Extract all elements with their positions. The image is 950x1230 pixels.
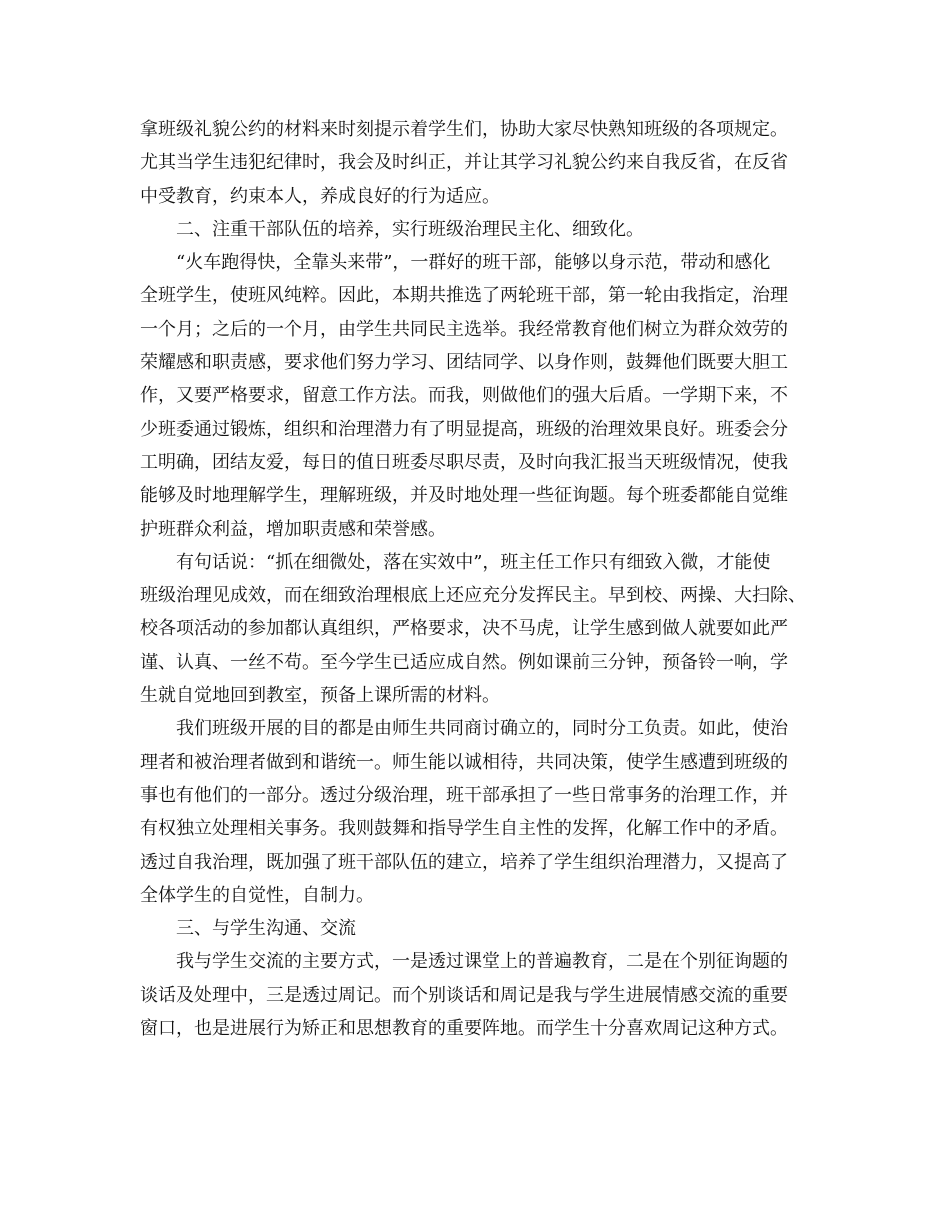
text-line: 谨、认真、一丝不苟。至今学生已适应成自然。例如课前三分钟，预备铃一响，学	[140, 651, 788, 673]
text-line: 二、注重干部队伍的培养，实行班级治理民主化、细致化。	[176, 218, 644, 240]
text-line: 尤其当学生违犯纪律时，我会及时纠正，并让其学习礼貌公约来自我反省，在反省	[140, 152, 788, 174]
text-line: 我与学生交流的主要方式，一是透过课堂上的普遍教育，二是在个别征询题的	[176, 951, 788, 973]
text-line: 三、与学生沟通、交流	[176, 918, 356, 940]
text-line: 谈话及处理中，三是透过周记。而个别谈话和周记是我与学生进展情感交流的重要	[140, 984, 788, 1006]
text-line: 拿班级礼貌公约的材料来时刻提示着学生们，协助大家尽快熟知班级的各项规定。	[140, 119, 788, 140]
text-line: 一个月；之后的一个月，由学生共同民主选举。我经常教育他们树立为群众效劳的	[140, 318, 788, 340]
text-line: 工明确，团结友爱，每日的值日班委尽职尽责，及时向我汇报当天班级情况，使我	[140, 451, 788, 473]
text-line: 护班群众利益，增加职责感和荣誉感。	[140, 518, 446, 540]
text-line: 中受教育，约束本人，养成良好的行为适应。	[140, 185, 500, 207]
text-line: 全班学生，使班风纯粹。因此，本期共推选了两轮班干部，第一轮由我指定，治理	[140, 285, 788, 307]
text-line: 理者和被治理者做到和谐统一。师生能以诚相待，共同决策，使学生感遭到班级的	[140, 751, 788, 773]
text-line: 生就自觉地回到教室，预备上课所需的材料。	[140, 685, 500, 707]
text-line: 校各项活动的参加都认真组织，严格要求，决不马虎，让学生感到做人就要如此严	[140, 618, 788, 640]
text-line: 能够及时地理解学生，理解班级，并及时地处理一些征询题。每个班委都能自觉维	[140, 485, 788, 507]
text-line: 有权独立处理相关事务。我则鼓舞和指导学生自主性的发挥，化解工作中的矛盾。	[140, 818, 788, 840]
text-line: “火车跑得快，全靠头来带”，一群好的班干部，能够以身示范，带动和感化	[176, 252, 771, 274]
text-line: 窗口，也是进展行为矫正和思想教育的重要阵地。而学生十分喜欢周记这种方式。	[140, 1018, 788, 1040]
text-line: 荣耀感和职责感，要求他们努力学习、团结同学、以身作则，鼓舞他们既要大胆工	[140, 352, 788, 374]
text-line: 全体学生的自觉性，自制力。	[140, 884, 374, 906]
text-line: 透过自我治理，既加强了班干部队伍的建立，培养了学生组织治理潜力，又提高了	[140, 851, 788, 873]
text-line: 少班委通过锻炼，组织和治理潜力有了明显提高，班级的治理效果良好。班委会分	[140, 418, 788, 440]
document-body	[140, 113, 820, 1045]
text-line: 作，又要严格要求，留意工作方法。而我，则做他们的强大后盾。一学期下来，不	[140, 385, 788, 407]
text-line: 事也有他们的一部分。透过分级治理，班干部承担了一些日常事务的治理工作，并	[140, 784, 788, 806]
text-line: 班级治理见成效，而在细致治理根底上还应充分发挥民主。早到校、两操、大扫除、	[140, 585, 806, 607]
text-line: 我们班级开展的目的都是由师生共同商讨确立的，同时分工负责。如此，使治	[176, 718, 788, 740]
text-line: 有句话说：“抓在细微处，落在实效中”，班主任工作只有细致入微，才能使	[176, 551, 771, 573]
